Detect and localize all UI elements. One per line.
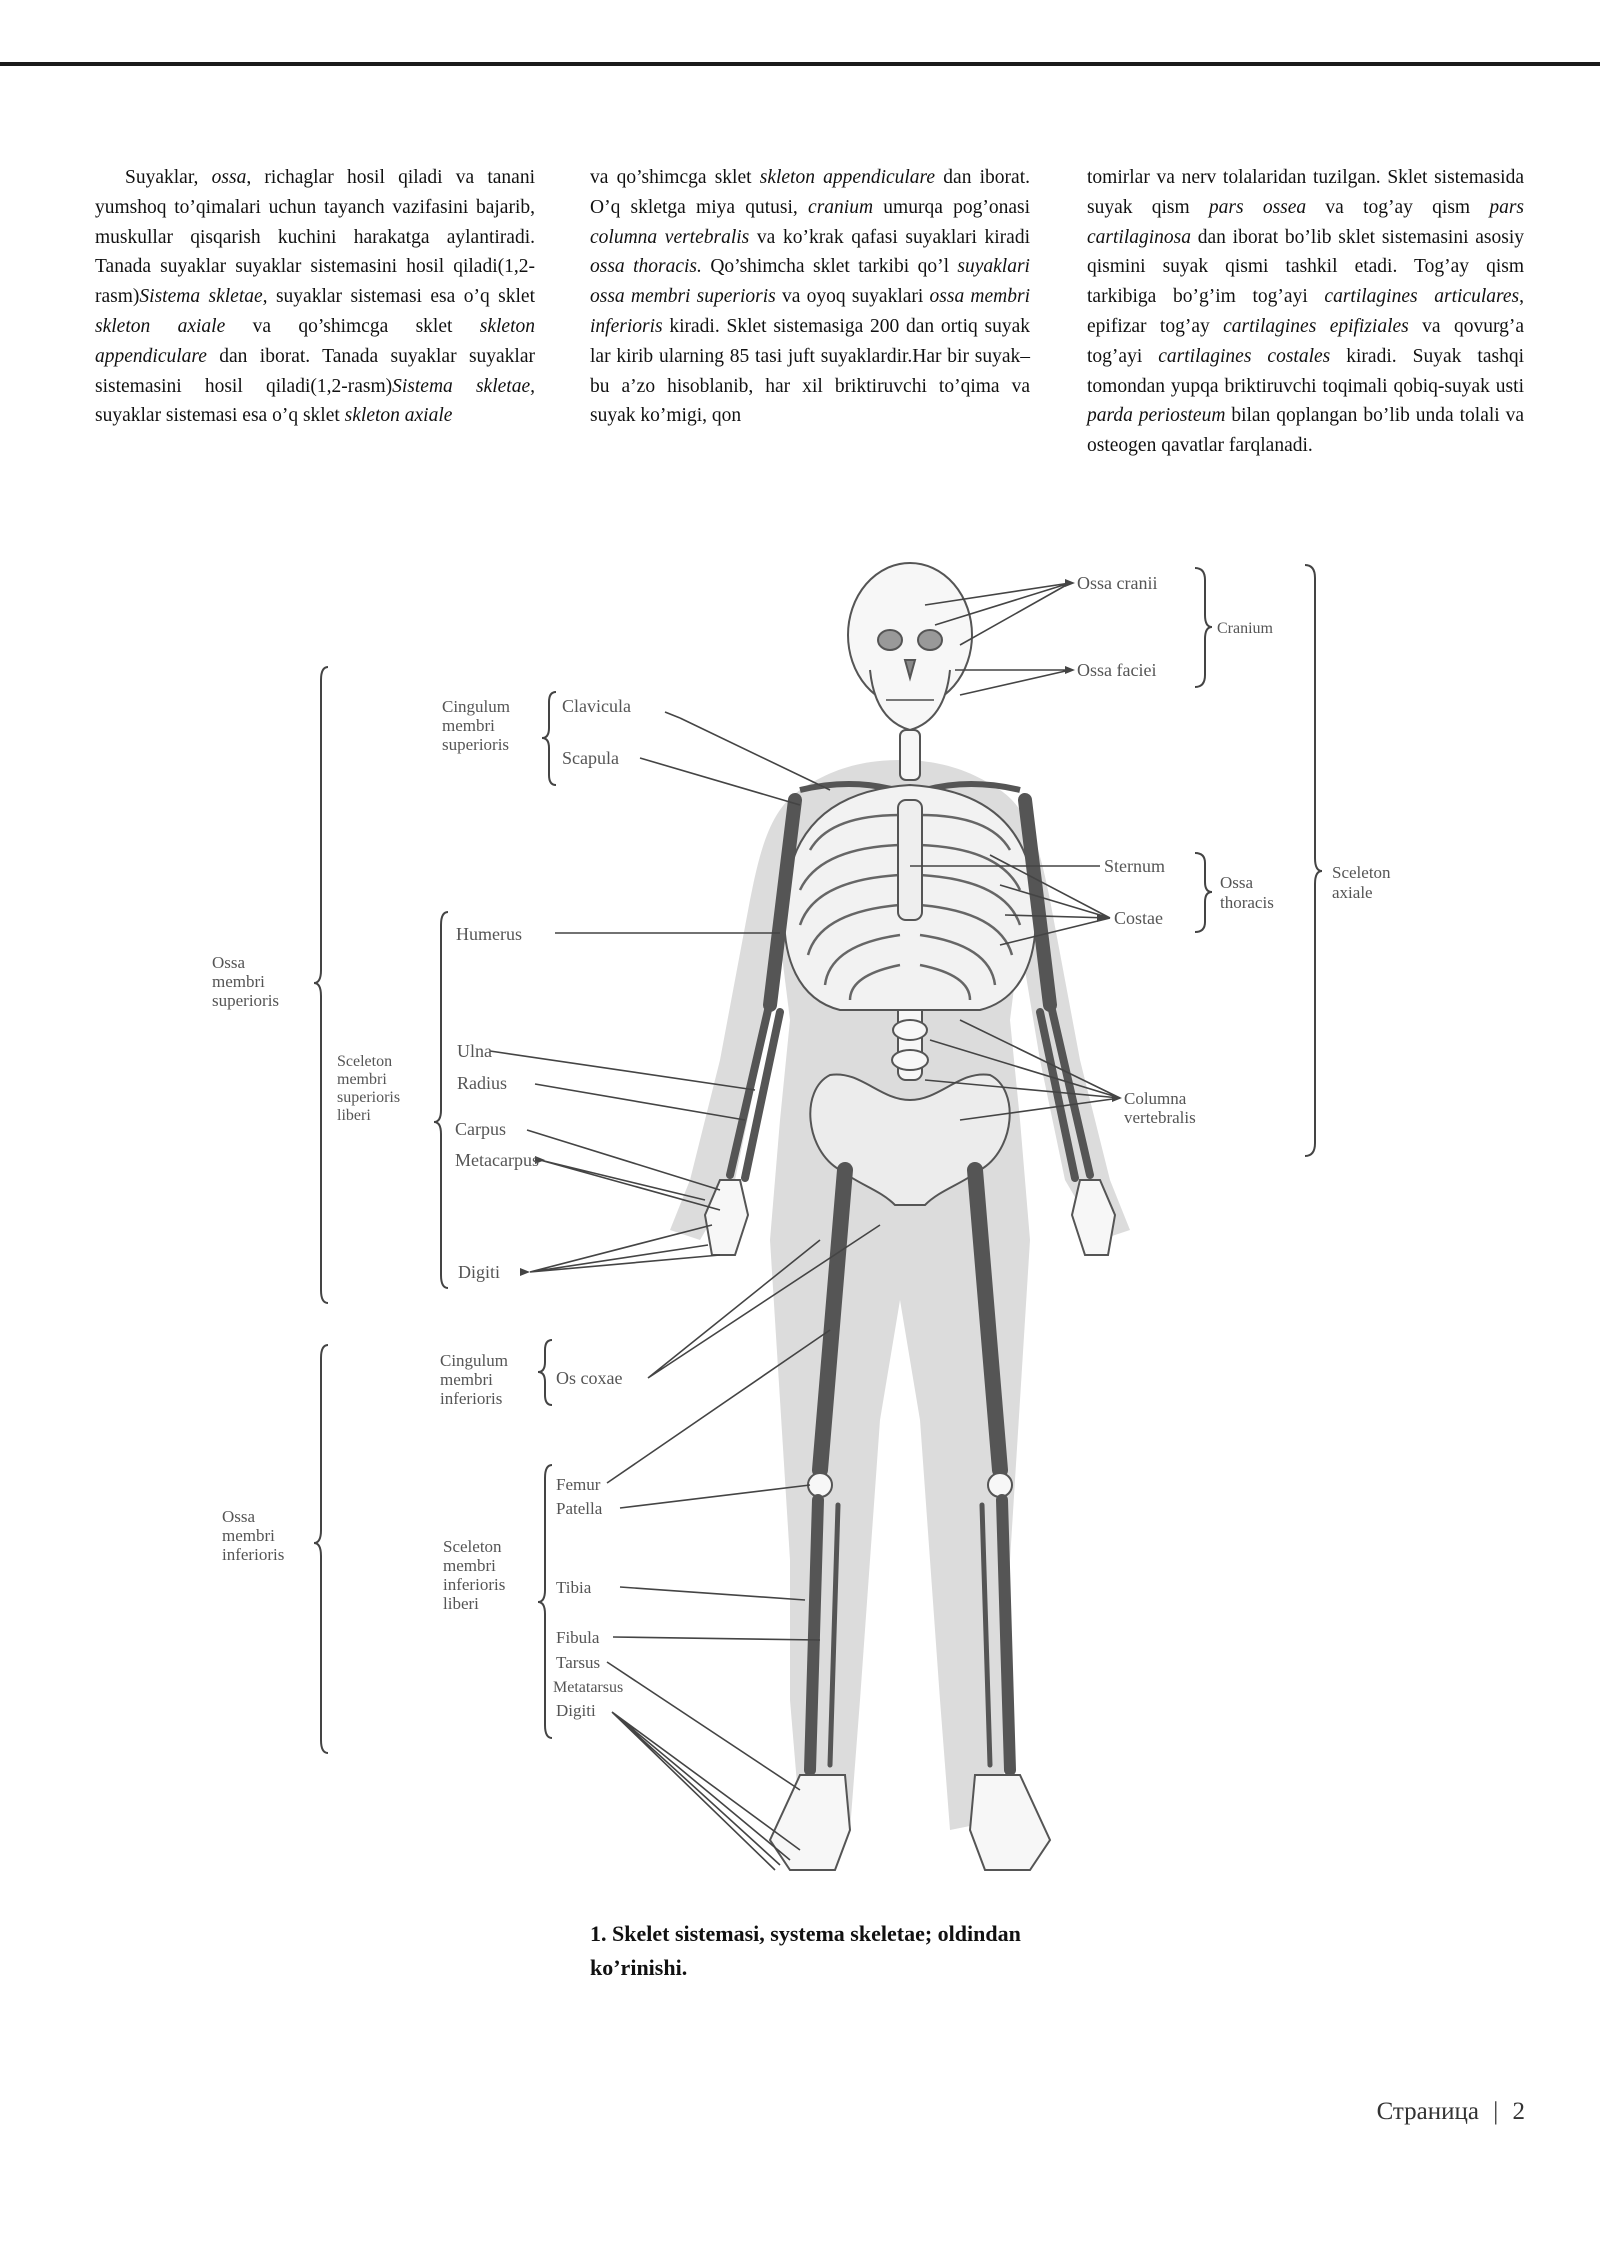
text-run: dan iborat bo’lib sklet sistemasini asosiy qismini suyak qismi tashkil etadi. Tog’ay qism tarkibiga bo’g’im tog’ayi (1087, 226, 1524, 308)
latin-term: skleton appendiculare (759, 167, 936, 188)
text-run: , richaglar hosil qiladi va tanani yumshoq to’qimalari uchun tayanch vazifasini bajarib, muskullar qisqarish kuchini harakatga aylantiradi. Tanada suyaklar suyaklar sistemasini hosil qiladi(1,2-rasm) (95, 167, 535, 308)
latin-term: Sistema skletae, (139, 286, 268, 308)
text-run: dan iborat. Tanada suyaklar suyaklar sistemasini hosil qiladi(1,2-rasm) (95, 345, 535, 397)
latin-term: cartilagines costales (1158, 345, 1331, 367)
cingulum-superioris-bracket (542, 692, 556, 785)
page-number: 2 (1512, 2098, 1525, 2125)
label-metacarpus: Metacarpus (455, 1150, 539, 1170)
figure-caption: 1. Skelet sistemasi, systema skeletae; oldindan ko’rinishi. (590, 1921, 1021, 1980)
foot-right (970, 1775, 1050, 1870)
text-run: Suyaklar, (125, 167, 212, 188)
latin-term: pars ossea (1208, 196, 1307, 218)
label-ossa-faciei: Ossa faciei (1077, 660, 1157, 680)
text-run: dan iborat. O’q skletga miya qutusi, (590, 167, 1031, 218)
text-run: umurqa pog’onasi (873, 196, 1030, 218)
label-digiti-hand: Digiti (458, 1262, 501, 1282)
latin-term: ossa (211, 167, 247, 188)
label-radius: Radius (457, 1073, 508, 1093)
paragraph (590, 163, 1030, 431)
page-separator: | (1493, 2098, 1499, 2125)
tibia-right (1002, 1500, 1010, 1770)
label-carpus: Carpus (455, 1119, 506, 1139)
label-ossa-cranii: Ossa cranii (1077, 573, 1158, 593)
label-costae: Costae (1114, 908, 1163, 928)
text-run: suyaklar sistemasi esa o’q sklet (95, 405, 345, 427)
page-footer (1377, 2098, 1525, 2126)
label-fibula: Fibula (556, 1628, 600, 1647)
cingulum-inferioris-bracket (538, 1340, 552, 1405)
label-sceleton-membri-superioris-liberi: Sceleton membri superioris liberi (337, 1053, 401, 1124)
text-run: va ko’krak qafasi suyaklari kiradi (749, 226, 1031, 248)
text-run: va qovurg’a tog’ayi (1087, 315, 1524, 367)
label-tibia: Tibia (556, 1578, 592, 1597)
label-femur: Femur (556, 1475, 601, 1494)
orbit-right (918, 630, 942, 650)
label-sceleton-axiale: Sceleton axiale (1332, 863, 1391, 902)
ossa-thoracis-bracket (1195, 853, 1212, 932)
text-run: Qo’shimcha sklet tarkibi qo’l (701, 256, 958, 278)
latin-term: cranium (808, 196, 874, 218)
label-ossa-thoracis: Ossa thoracis (1220, 873, 1274, 912)
top-rule (0, 62, 1600, 66)
text-run: tomirlar va nerv tolalaridan tuzilgan. Sklet sistemasida suyak qism (1087, 167, 1524, 218)
label-sceleton-membri-inferioris-liberi: Sceleton membri inferioris liberi (443, 1537, 506, 1613)
text-column-2 (590, 163, 1030, 431)
latin-term: ossa thoracis. (590, 256, 702, 278)
sternum (898, 800, 922, 920)
text-run: bilan qoplangan bo’lib unda tolali va osteogen qavatlar farqlanadi. (1087, 405, 1524, 457)
latin-term: cartilagines articulares (1324, 286, 1520, 308)
paragraph (95, 163, 535, 431)
sceleton-axiale-bracket (1305, 565, 1322, 1156)
text-run: kiradi. Sklet sistemasiga 200 dan ortiq suyak lar kirib ularning 85 tasi juft suyaklardir.Har bir suyak– bu a’zo hisoblanib, har xil briktiruvchi to’qima va suyak ko’migi, qon (590, 315, 1030, 427)
foot-left (770, 1775, 850, 1870)
text-run: suyaklar sistemasi esa o’q sklet (267, 286, 535, 308)
skeleton-figure (0, 555, 1600, 1890)
latin-term: ossa membri inferioris (590, 286, 1030, 337)
latin-term: skleton axiale (344, 405, 453, 427)
latin-term: suyaklari ossa membri superioris (590, 256, 1030, 308)
cranium-bracket (1195, 568, 1212, 687)
sceleton-membri-superioris-liberi-bracket (434, 912, 448, 1288)
label-sternum: Sternum (1104, 856, 1165, 876)
latin-term: columna vertebralis (590, 226, 750, 248)
label-ulna: Ulna (457, 1041, 492, 1061)
patella-left (808, 1473, 832, 1497)
text-run: kiradi. Suyak tashqi tomondan yupqa briktiruvchi toqimali qobiq-suyak usti (1087, 345, 1524, 397)
text-column-1 (95, 163, 535, 431)
latin-term: skleton appendiculare (95, 315, 535, 367)
label-metatarsus: Metatarsus (553, 1679, 624, 1696)
paragraph (1087, 163, 1524, 461)
latin-term: parda periosteum (1087, 405, 1226, 427)
label-cranium: Cranium (1217, 620, 1273, 637)
label-cingulum-membri-superioris: Cingulum membri superioris (442, 697, 511, 754)
text-run: va oyoq suyaklari (775, 286, 930, 308)
text-column-3 (1087, 163, 1524, 461)
label-ossa-membri-inferioris: Ossa membri inferioris (222, 1507, 285, 1564)
latin-term: cartilagines epifiziales (1223, 315, 1409, 337)
label-humerus: Humerus (456, 924, 522, 944)
label-scapula: Scapula (562, 748, 619, 768)
tibia-left (810, 1500, 818, 1770)
sceleton-membri-inferioris-liberi-bracket (538, 1465, 552, 1738)
text-run: va qo’shimcga sklet (225, 315, 480, 337)
label-cingulum-membri-inferioris: Cingulum membri inferioris (440, 1351, 509, 1408)
label-digiti-foot: Digiti (556, 1701, 596, 1720)
label-ossa-membri-superioris: Ossa membri superioris (212, 953, 280, 1010)
ossa-membri-superioris-bracket (314, 667, 328, 1303)
page-label: Страница (1376, 2098, 1479, 2125)
label-columna-vertebralis: Columna vertebralis (1124, 1089, 1196, 1127)
orbit-left (878, 630, 902, 650)
text-run: va tog’ay qism (1306, 196, 1490, 218)
label-tarsus: Tarsus (556, 1653, 601, 1672)
label-clavicula: Clavicula (562, 696, 631, 716)
patella-right (988, 1473, 1012, 1497)
latin-term: Sistema skletae, (392, 375, 535, 397)
text-run: , epifizar tog’ay (1087, 286, 1524, 337)
latin-term: pars cartilaginosa (1087, 196, 1525, 248)
latin-term: skleton axiale (95, 315, 226, 337)
label-os-coxae: Os coxae (556, 1368, 623, 1388)
ossa-membri-inferioris-bracket (314, 1345, 328, 1753)
text-run: va qo’shimcga sklet (590, 167, 760, 188)
label-patella: Patella (556, 1499, 603, 1518)
